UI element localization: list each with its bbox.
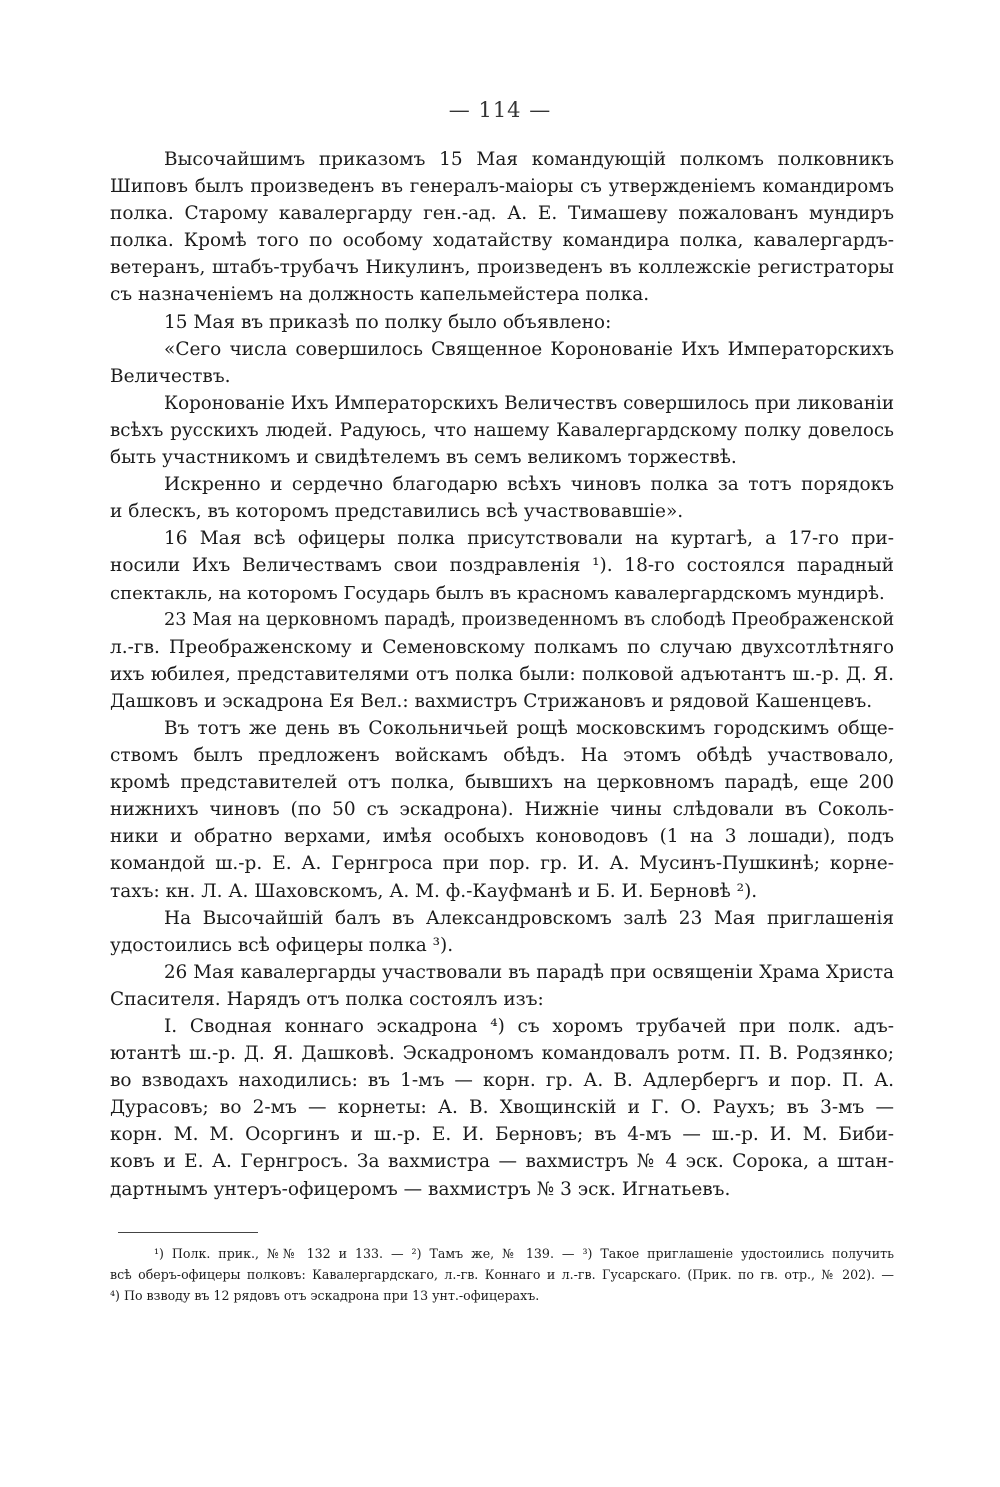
text-line: Дурасовъ; во 2-мъ — корнеты: А. В. Хвощинскій и Г. О. Раухъ; въ 3-мъ — [110,1097,894,1119]
text-line: Дашковъ и эскадрона Ея Вел.: вахмистръ Стрижановъ и рядовой Кашенцевъ. [110,690,873,712]
body-text [110,146,894,1203]
text-line: всѣхъ русскихъ людей. Радуюсь, что нашему Кавалергардскому полку довелось [110,419,894,441]
text-line: спектакль, на которомъ Государь былъ въ красномъ кавалергардскомъ мундирѣ. [110,582,885,604]
text-line: корн. М. М. Осоргинъ и ш.-р. Е. И. Берновъ; въ 4-мъ — ш.-р. И. М. Биби- [110,1124,894,1146]
footnote-line: ¹) Полк. прик., №№ 132 и 133. — ²) Тамъ же, № 139. — ³) Такое приглашеніе удостоились получить [154,1246,894,1261]
text-line: Шиповъ былъ произведенъ въ генералъ-маіоры съ утвержденіемъ командиромъ [110,176,894,198]
text-line: съ назначеніемъ на должность капельмейстера полка. [110,284,650,306]
text-line: кромѣ представителей отъ полка, бывшихъ на церковномъ парадѣ, еще 200 [110,772,894,794]
text-line: ники и обратно верхами, имѣя особыхъ коноводовъ (1 на 3 лошади), подъ [110,826,894,848]
text-line: удостоились всѣ офицеры полка ³). [110,934,454,956]
text-line: I. Сводная коннаго эскадрона ⁴) съ хоромъ трубачей при полк. адъ- [164,1016,894,1037]
footnote-divider [118,1232,258,1233]
text-line: 16 Мая всѣ офицеры полка присутствовали на куртагѣ, а 17-го при- [164,528,894,550]
footnote-line: всѣ оберъ-офицеры полковъ: Кавалергардскаго, л.-гв. Коннаго и л.-гв. Гусарскаго. (Прик. по гв. отр., № 202). — [110,1267,894,1282]
text-line: Искренно и сердечно благодарю всѣхъ чиновъ полка за тотъ порядокъ [164,474,894,496]
text-line: Спасителя. Нарядъ отъ полка состоялъ изъ: [110,988,544,1010]
text-line: ютантѣ ш.-р. Д. Я. Дашковѣ. Эскадрономъ командовалъ ротм. П. В. Родзянко; [110,1043,894,1065]
text-line: и блескъ, въ которомъ представились всѣ участвовавшіе». [110,501,684,523]
text-line: тахъ: кн. Л. А. Шаховскомъ, А. М. ф.-Кауфманѣ и Б. И. Берновѣ ²). [110,880,758,902]
footnotes [110,1243,894,1306]
text-line: На Высочайшій балъ въ Александровскомъ залѣ 23 Мая приглашенія [164,907,894,929]
text-line: Коронованіе Ихъ Императорскихъ Величествъ совершилось при ликованіи [164,392,894,414]
text-line: Высочайшимъ приказомъ 15 Мая командующій полкомъ полковникъ [164,149,894,170]
footnote-line: ⁴) По взводу въ 12 рядовъ отъ эскадрона при 13 унт.-офицерахъ. [110,1288,540,1303]
page-number: — 114 — [448,98,552,122]
text-line: 23 Мая на церковномъ парадѣ, произведенномъ въ слободѣ Преображенской [164,609,895,630]
text-line: л.-гв. Преображенскому и Семеновскому полкамъ по случаю двухсотлѣтняго [110,636,894,658]
text-line: «Сего числа совершилось Священное Коронованіе Ихъ Императорскихъ [164,338,894,360]
text-line: полка. Кромѣ того по особому ходатайству командира полка, кавалергардъ- [110,230,894,252]
text-line: ствомъ былъ предложенъ войскамъ обѣдъ. На этомъ обѣдѣ участвовало, [110,745,894,767]
text-line: полка. Старому кавалергарду ген.-ад. А. Е. Тимашеву пожалованъ мундиръ [110,203,894,225]
text-line: 15 Мая въ приказѣ по полку было объявлено: [164,311,612,333]
text-line: ковъ и Е. А. Гернгросъ. За вахмистра — вахмистръ № 4 эск. Сорока, а штан- [110,1151,894,1173]
text-line: Въ тотъ же день въ Сокольничьей рощѣ московскимъ городскимъ обще- [164,717,894,739]
text-line: ихъ юбилея, представителями отъ полка были: полковой адъютантъ ш.-р. Д. Я. [110,663,894,685]
text-line: носили Ихъ Величествамъ свои поздравленія ¹). 18-го состоялся парадный [110,555,894,577]
text-line: во взводахъ находились: въ 1-мъ — корн. гр. А. В. Адлербергъ и пор. П. А. [110,1070,894,1092]
text-line: дартнымъ унтеръ-офицеромъ — вахмистръ № 3 эск. Игнатьевъ. [110,1178,731,1200]
text-line: быть участникомъ и свидѣтелемъ въ семъ великомъ торжествѣ. [110,447,737,469]
text-line: командой ш.-р. Е. А. Гернгроса при пор. гр. И. А. Мусинъ-Пушкинѣ; корне- [110,853,894,875]
text-line: 26 Мая кавалергарды участвовали въ парадѣ при освященіи Храма Христа [164,961,894,983]
text-line: ветеранъ, штабъ-трубачъ Никулинъ, произведенъ въ коллежскіе регистраторы [110,257,894,279]
text-line: нижнихъ чиновъ (по 50 съ эскадрона). Нижніе чины слѣдовали въ Соколь- [110,799,894,821]
text-line: Величествъ. [110,365,231,387]
